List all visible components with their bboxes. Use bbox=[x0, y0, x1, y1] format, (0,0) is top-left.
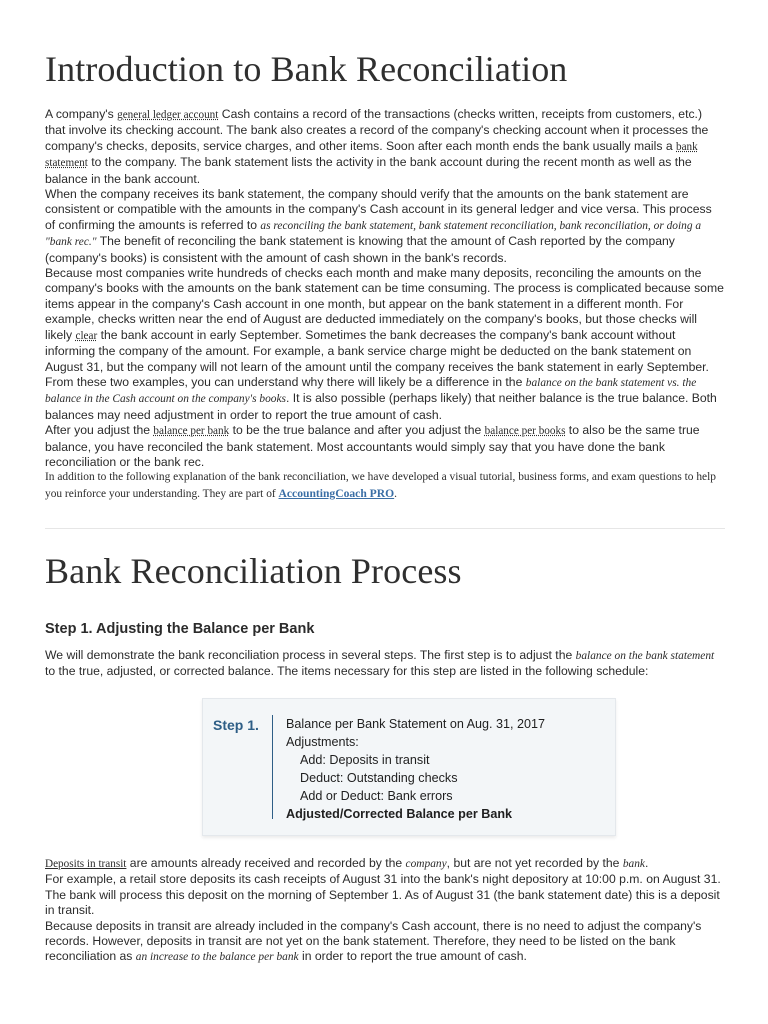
schedule-row: Add or Deduct: Bank errors bbox=[300, 789, 453, 803]
term-link-bank-statement[interactable]: bank statement bbox=[45, 140, 698, 170]
schedule-row: Balance per Bank Statement on Aug. 31, 2017 bbox=[286, 717, 546, 731]
term-link-deposits-in-transit[interactable]: Deposits in transit bbox=[45, 858, 127, 870]
schedule-divider-line bbox=[272, 715, 273, 819]
section-divider bbox=[45, 528, 725, 529]
emphasis-text: balance on the bank statement vs. the balance in the Cash account on the company's books bbox=[45, 376, 697, 406]
emphasis-text: balance on the bank statement bbox=[575, 650, 715, 662]
deposits-paragraph-2: For example, a retail store deposits its cash receipts of August 31 into the bank's night depository at 10:00 p.m. on August 31. The bank will process this deposit on the morning of September 1. As of August 31 (the bank statement date) this is a deposit in transit. bbox=[45, 872, 721, 918]
section-title: Bank Reconciliation Process bbox=[45, 551, 462, 591]
emphasis-text: bank bbox=[622, 858, 645, 870]
schedule-row: Adjustments: bbox=[286, 735, 359, 749]
accountingcoach-pro-link[interactable]: AccountingCoach PRO bbox=[278, 486, 395, 500]
intro-paragraph-1: A company's general ledger account Cash contains a record of the transactions (checks written, receipts from customers, etc.) that involve its checking account. The bank also creates a record of the company's checking account when it processes the company's checks, deposits, service charges, and other items. Soon after each month ends the bank usually mails a bank statement to the company. The bank statement lists the activity in the bank account during the recent month as well as the balance in the bank account. bbox=[45, 107, 709, 186]
schedule-row-total: Adjusted/Corrected Balance per Bank bbox=[286, 807, 513, 821]
step1-heading: Step 1. Adjusting the Balance per Bank bbox=[45, 621, 315, 637]
emphasis-text: as reconciling the bank statement, bank statement reconciliation, bank reconciliation, or doing a "bank rec." bbox=[45, 219, 702, 249]
term-link-clear[interactable]: clear bbox=[75, 329, 98, 342]
schedule-step-label: Step 1. bbox=[213, 717, 259, 733]
step1-intro-paragraph: We will demonstrate the bank reconciliation process in several steps. The first step is to adjust the balance on the bank statement to the true, adjusted, or corrected balance. The items necessary for this step are listed in the following schedule: bbox=[45, 648, 715, 679]
schedule-row: Deduct: Outstanding checks bbox=[300, 771, 458, 785]
intro-paragraph-5: In addition to the following explanation of the bank reconciliation, we have developed a visual tutorial, business forms, and exam questions to help you reinforce your understanding. They are part of AccountingCoach PRO. bbox=[45, 471, 716, 500]
deposits-paragraph-3: Because deposits in transit are already included in the company's Cash account, there is no need to adjust the company's records. However, deposits in transit are not yet on the bank statement. Therefore, they need to be listed on the bank reconciliation as an increase to the balance per bank in order to report the true amount of cash. bbox=[45, 918, 702, 964]
step1-schedule-figure bbox=[202, 698, 616, 836]
term-link-balance-per-bank[interactable]: balance per bank bbox=[153, 425, 230, 438]
page-title: Introduction to Bank Reconciliation bbox=[45, 49, 568, 89]
term-link-balance-per-books[interactable]: balance per books bbox=[484, 425, 566, 438]
intro-paragraph-2: When the company receives its bank statement, the company should verify that the amounts on the bank statement are consistent or compatible with the amounts in the company's Cash account in its general ledger and vice versa. This process of confirming the amounts is referred to as reconciling the bank statement, bank statement reconciliation, bank reconciliation, or doing a "bank rec." The benefit of reconciling the bank statement is knowing that the amount of Cash reported by the company (company's books) is consistent with the amount of cash shown in the bank's records. bbox=[45, 187, 712, 265]
intro-paragraph-3: Because most companies write hundreds of checks each month and make many deposits, reconciling the amounts on the company's books with the amounts on the bank statement can be time consuming. The process is complicated because some items appear in the company's Cash account in one month, but appear on the bank statement in a different month. For example, checks written near the end of August are deducted immediately on the company's books, but those checks will likely clear the bank account in early September. Sometimes the bank decreases the company's bank account without informing the company of the amount. For example, a bank service charge might be deducted on the bank statement on August 31, but the company will not learn of the amount until the company receives the bank statement in early September. From these two examples, you can understand why there will likely be a difference in the balance on the bank statement vs. the balance in the Cash account on the company's books. It is also possible (perhaps likely) that neither balance is the true balance. Both balances may need adjustment in order to report the true amount of cash. bbox=[45, 266, 724, 422]
emphasis-text: company bbox=[405, 858, 447, 870]
intro-paragraph-4: After you adjust the balance per bank to be the true balance and after you adjust the balance per books to also be the same true balance, you have reconciled the bank statement. Most accountants would simply say that you have done the bank reconciliation or the bank rec. bbox=[45, 423, 700, 469]
emphasis-text: an increase to the balance per bank bbox=[135, 951, 299, 964]
intro-section bbox=[45, 107, 725, 502]
schedule-row: Add: Deposits in transit bbox=[300, 753, 430, 767]
deposits-paragraph-1: Deposits in transit are amounts already received and recorded by the company, but are not yet recorded by the bank. bbox=[45, 856, 649, 870]
deposits-in-transit-section bbox=[45, 856, 725, 966]
term-link-general-ledger-account[interactable]: general ledger account bbox=[117, 109, 219, 121]
